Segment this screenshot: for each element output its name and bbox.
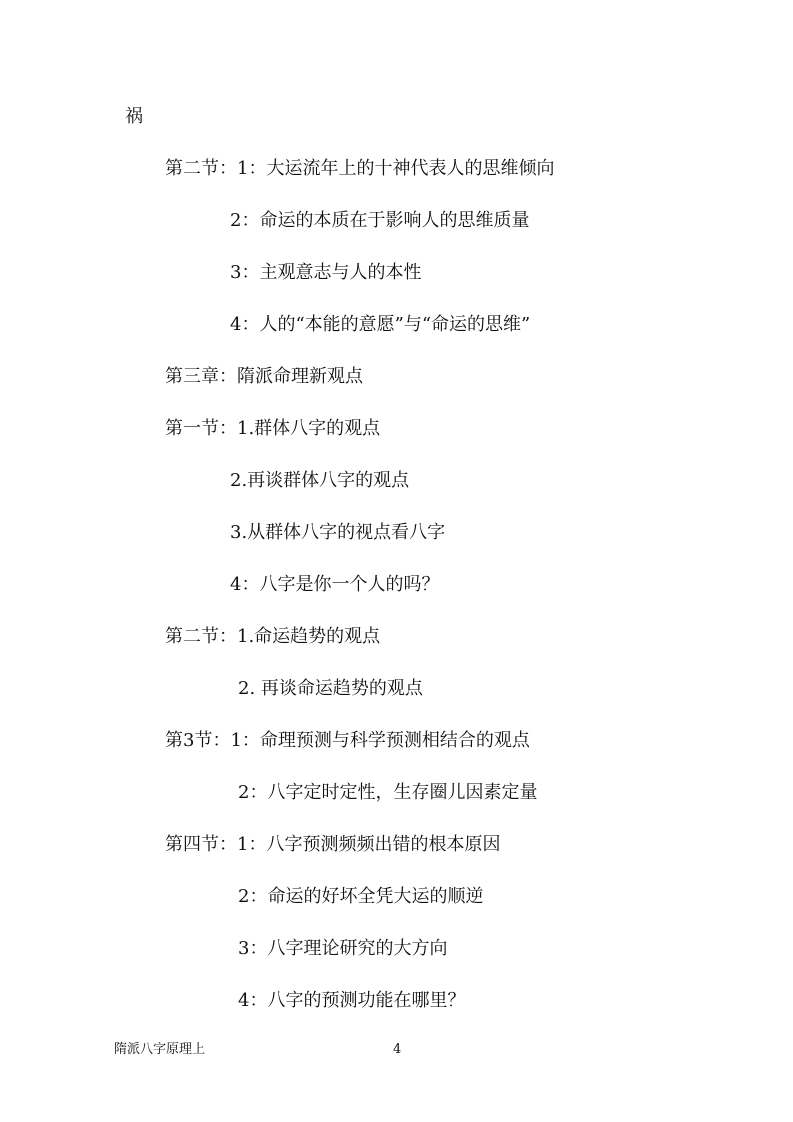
toc-ch3-section-1-item-3: 3.从群体八字的视点看八字	[230, 522, 446, 543]
toc-ch3-section-1-item-2: 2.再谈群体八字的观点	[230, 470, 410, 491]
text-line-fragment: 祸	[125, 106, 143, 127]
toc-ch3-section-3-item-2: 2：八字定时定性，生存圈儿因素定量	[238, 782, 538, 803]
toc-ch3-section-2-item-1: 第二节：1.命运趋势的观点	[165, 626, 381, 647]
toc-section-2-item-1: 第二节：1：大运流年上的十神代表人的思维倾向	[165, 158, 555, 179]
toc-ch3-section-4-item-2: 2：命运的好坏全凭大运的顺逆	[238, 886, 484, 907]
toc-section-2-item-4: 4：人的“本能的意愿”与“命运的思维”	[230, 314, 531, 335]
toc-ch3-section-4-item-4: 4：八字的预测功能在哪里？	[238, 990, 466, 1011]
toc-ch3-section-2-item-2: 2. 再谈命运趋势的观点	[238, 678, 423, 699]
toc-ch3-section-1-item-4: 4：八字是你一个人的吗？	[230, 574, 440, 595]
toc-ch3-section-4-item-3: 3：八字理论研究的大方向	[238, 938, 448, 959]
toc-section-2-item-3: 3：主观意志与人的本性	[230, 262, 422, 283]
footer-title: 隋派八字原理上	[114, 1042, 206, 1057]
toc-chapter-3: 第三章：隋派命理新观点	[165, 366, 363, 387]
toc-ch3-section-3-item-1: 第3节：1：命理预测与科学预测相结合的观点	[165, 730, 530, 751]
toc-ch3-section-1-item-1: 第一节：1.群体八字的观点	[165, 418, 381, 439]
page-number: 4	[393, 1042, 402, 1057]
toc-section-2-item-2: 2：命运的本质在于影响人的思维质量	[230, 210, 530, 231]
toc-ch3-section-4-item-1: 第四节：1：八字预测频频出错的根本原因	[165, 834, 501, 855]
